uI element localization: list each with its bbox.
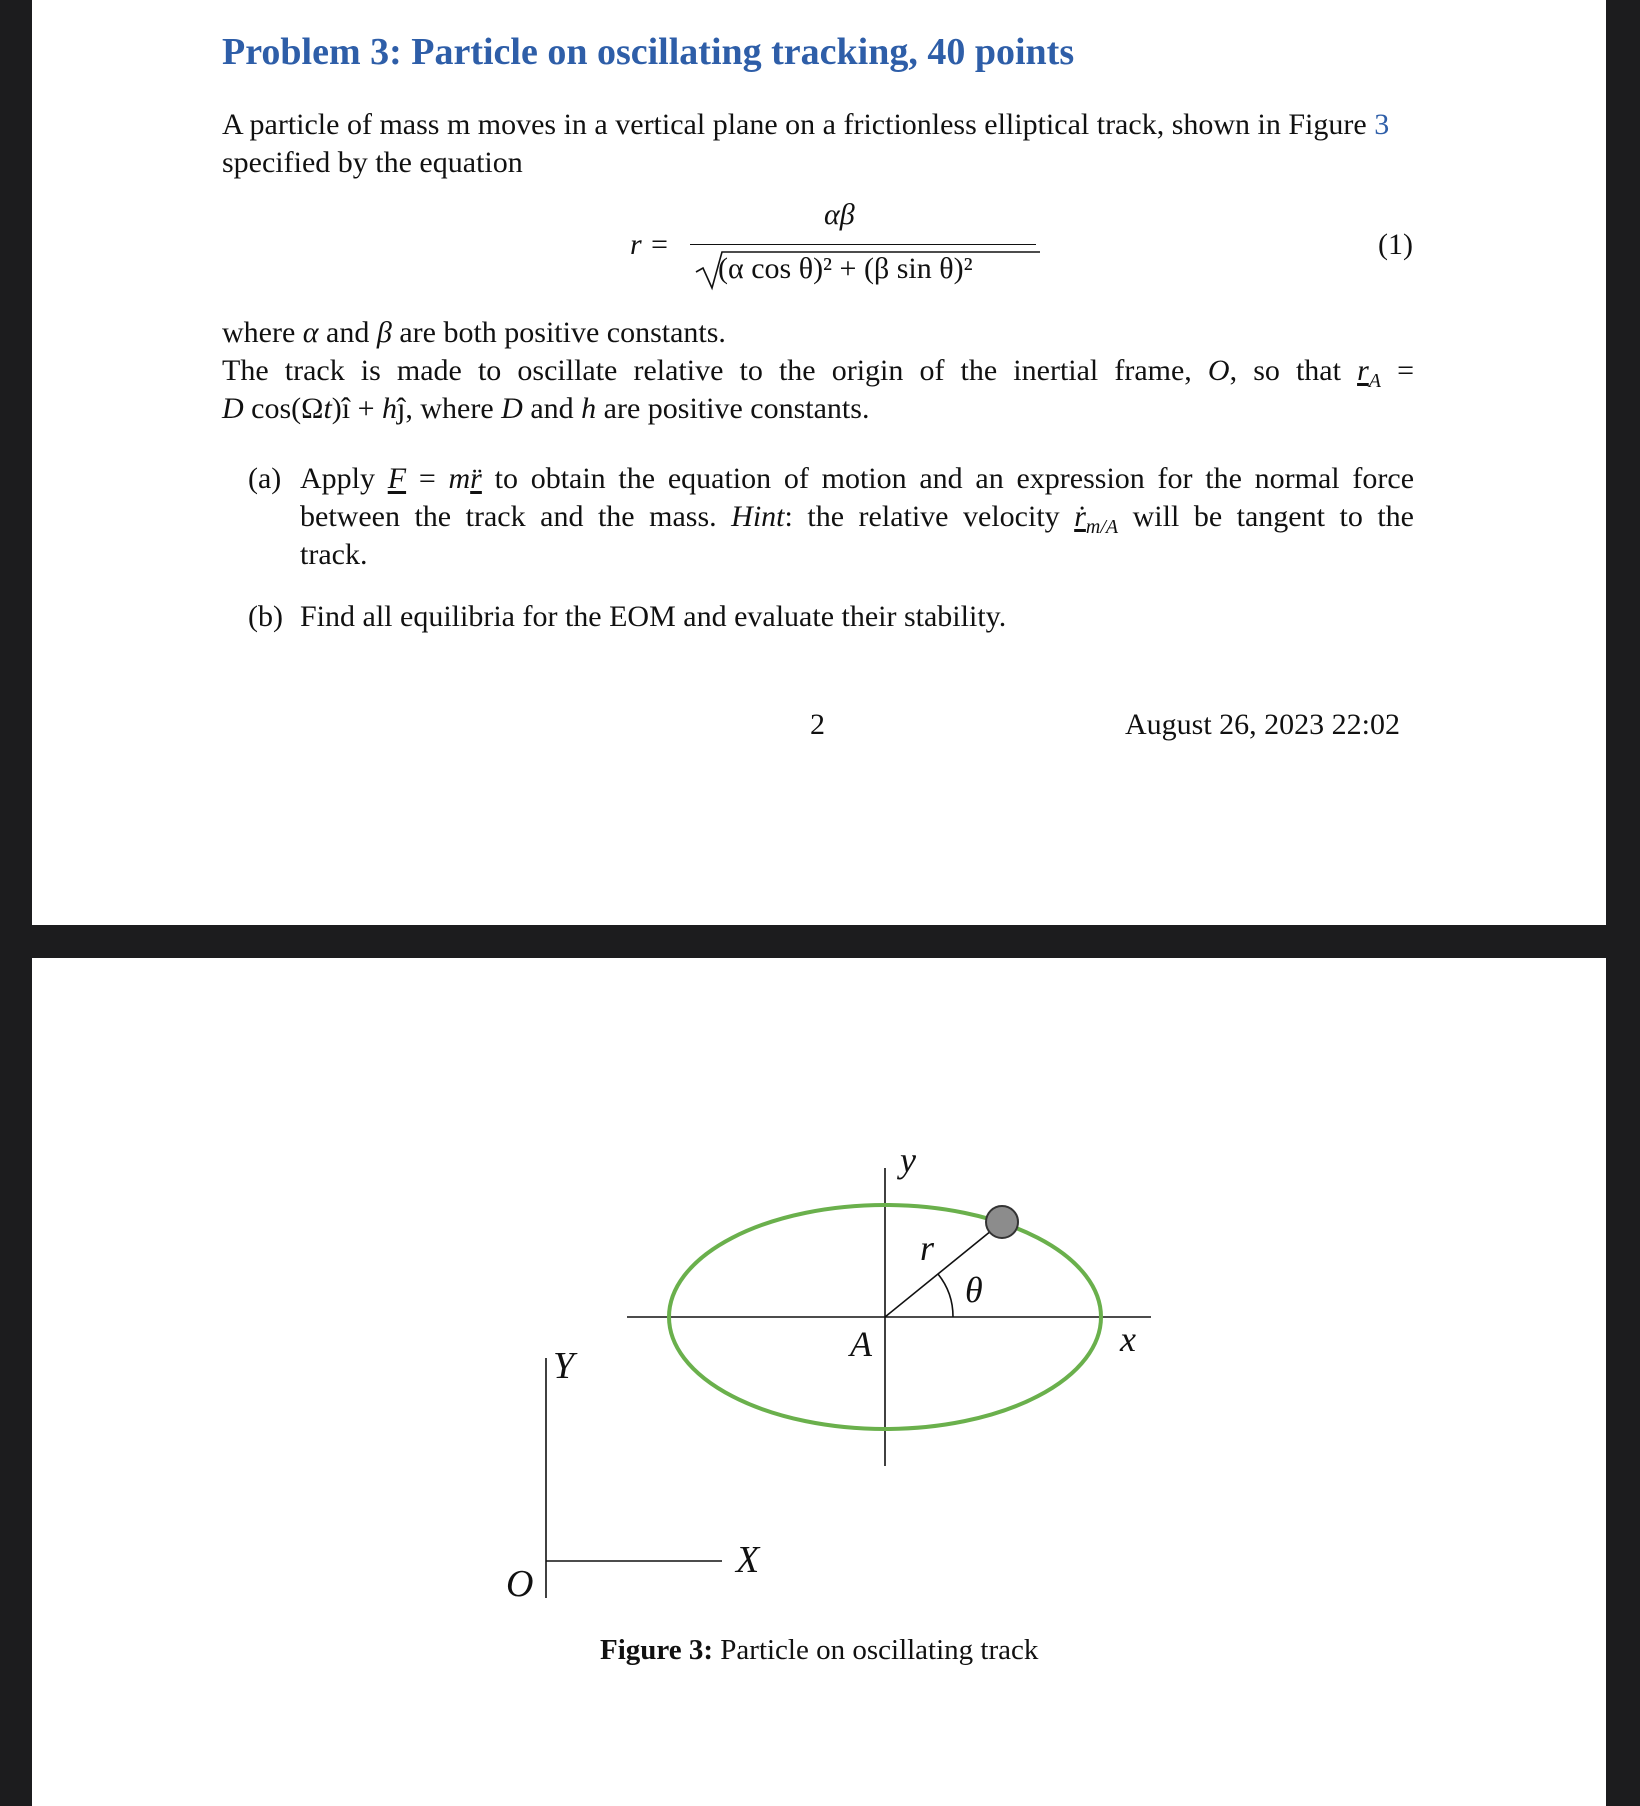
label-x: x [1120, 1319, 1136, 1359]
figure-caption: Figure 3: Particle on oscillating track [600, 1634, 1039, 1666]
problem-title: Problem 3: Particle on oscillating tracking, 40 points [222, 31, 1075, 73]
radius-line [885, 1222, 1002, 1317]
particle-mass [986, 1206, 1018, 1238]
figure-reference-link[interactable]: 3 [1374, 108, 1390, 141]
document-page-2 [32, 958, 1606, 1806]
oscillation-sentence: The track is made to oscillate relative to the origin of the inertial frame, O, so that $r_A$ = [222, 354, 1414, 392]
label-O: O [506, 1563, 534, 1598]
page-number: 2 [810, 708, 825, 741]
part-a-text-cont: between the track and the mass. Hint: the relative velocity ṙ$_{m/A}$ will be tangent to the [300, 500, 1414, 538]
fraction-bar [690, 244, 1036, 245]
label-theta: θ [965, 1270, 983, 1310]
equation-lhs: r = [630, 228, 670, 261]
label-X: X [736, 1539, 760, 1581]
part-a-text: Apply F = mr̈ to obtain the equation of motion and an expression for the normal force [300, 462, 1415, 495]
equation-numerator: αβ [824, 198, 855, 231]
label-A: A [850, 1324, 872, 1364]
equation-denominator: (α cos θ)² + (β sin θ)² [718, 252, 973, 285]
track-figure [32, 958, 1606, 1598]
theta-angle-arc [938, 1274, 953, 1317]
part-a-text-end: track. [300, 538, 368, 571]
part-b-label: (b) [248, 600, 283, 633]
label-r: r [920, 1228, 935, 1268]
document-page-1 [32, 0, 1606, 925]
label-y: y [900, 1140, 916, 1180]
part-a-label: (a) [248, 462, 282, 495]
equation-1 [32, 200, 1606, 300]
label-Y: Y [553, 1345, 575, 1387]
part-b-text: Find all equilibria for the EOM and evaluate their stability. [300, 600, 1007, 633]
problem-intro: A particle of mass m moves in a vertical plane on a frictionless elliptical track, shown in Figure 3 specified by the equation [222, 108, 1390, 179]
oscillation-sentence-cont: D cos(Ωt)î + hĵ, where D and h are positive constants. [222, 392, 870, 425]
page-date: August 26, 2023 22:02 [1125, 708, 1401, 741]
equation-number: (1) [1378, 228, 1413, 261]
constants-sentence: where α and β are both positive constants. [222, 316, 726, 349]
